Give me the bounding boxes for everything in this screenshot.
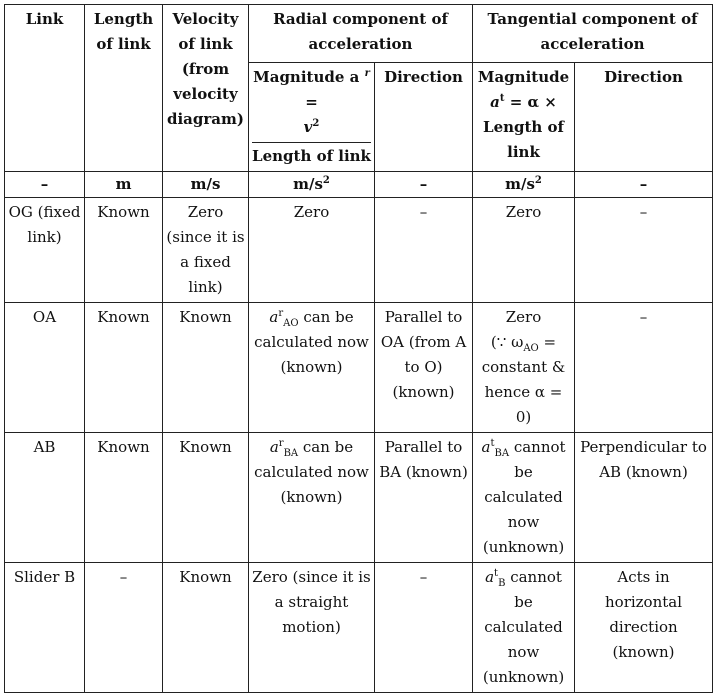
header-row-1: [5, 5, 713, 63]
header-link: Link: [5, 5, 85, 172]
units-row: – m m/s $m/s^2$ – $m/s^2$ –: [5, 172, 713, 198]
header-tangential-magnitude: Magnitude $a^t = \alpha$ × Length of link: [473, 63, 575, 172]
header-radial-direction: Direction: [375, 63, 473, 172]
header-radial: Radial component of acceleration: [249, 5, 473, 63]
header-velocity: Velocity of link (from velocity diagram): [163, 5, 249, 172]
symbol-a: r: [364, 68, 370, 79]
table-row: AB Known Known $a^r_{BA}$ can be calculated now (known) Parallel to BA (known) $a^t_{BA}$ cannot be calculated now (unknown) Perpendicular to AB (known): [5, 433, 713, 563]
table-row: OA Known Known $a^r_{AO}$ can be calculated now (known) Parallel to OA (from A to O) (known) Zero (∵ $\omega_{AO}$ = constant & hence α = 0) –: [5, 303, 713, 433]
header-tangential-direction: Direction: [575, 63, 713, 172]
header-tangential: Tangential component of acceleration: [473, 5, 713, 63]
header-length: Length of link: [85, 5, 163, 172]
table-row: Slider B – Known Zero (since it is a straight motion) – $a^t_B$ cannot be calculated now (unknown) Acts in horizontal direction (known): [5, 563, 713, 693]
header-radial-magnitude: Magnitude a $^r$ = $v^2$ Length of link: [249, 63, 375, 172]
fraction-denominator: Length of link: [252, 142, 371, 169]
table-row: OG (fixed link) Known Zero (since it is a fixed link) Zero – Zero –: [5, 198, 713, 303]
acceleration-table: [4, 4, 713, 693]
